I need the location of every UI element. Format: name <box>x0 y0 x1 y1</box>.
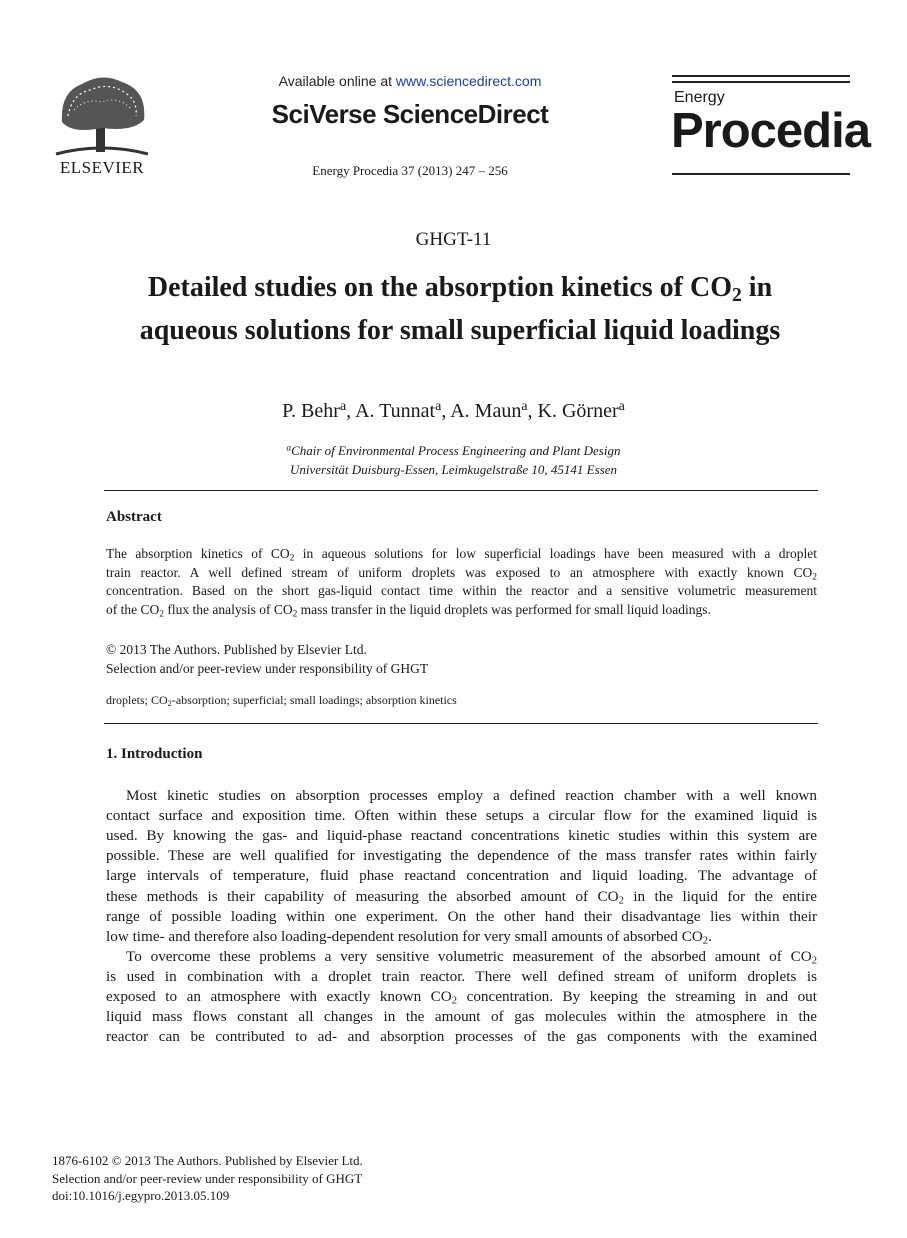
author-name: P. Behr <box>282 400 340 422</box>
introduction-line <box>126 948 817 968</box>
copyright-line-1: © 2013 The Authors. Published by Elsevier Ltd. <box>106 642 367 657</box>
introduction-line <box>106 928 817 948</box>
text-run: concentration. By keeping the streaming in and out <box>457 988 817 1005</box>
introduction-line <box>106 1028 817 1048</box>
introduction-line <box>106 888 817 908</box>
author-name: A. Tunnat <box>355 400 436 422</box>
introduction-line <box>106 1008 817 1028</box>
text-run: The absorption kinetics of CO <box>106 546 290 561</box>
platform-name: SciVerse ScienceDirect <box>271 99 549 129</box>
text-run: possible. These are well qualified for investigating the dependence of the mass transfer rates within fairly <box>106 847 817 865</box>
footer-notice <box>52 1152 363 1205</box>
keywords <box>106 693 457 708</box>
title-subscript: 2 <box>732 284 742 306</box>
paper-title <box>100 270 820 348</box>
keywords-part: -absorption; superficial; small loadings; absorption kinetics <box>171 693 457 707</box>
introduction-line <box>106 867 817 887</box>
copyright-line-2: Selection and/or peer-review under responsibility of GHGT <box>106 661 429 676</box>
text-run: range of possible loading within one experiment. On the other hand their disadvantage lies within their <box>106 907 817 925</box>
subscript: 2 <box>292 608 298 619</box>
text-run: used. By knowing the gas- and liquid-phase reactand concentrations kinetic studies within this system are <box>106 827 817 845</box>
subscript: 2 <box>451 995 458 1007</box>
author-affiliation-mark: a <box>435 399 442 414</box>
text-run: flux the analysis of CO <box>163 601 293 617</box>
author-affiliation-mark: a <box>521 399 528 414</box>
introduction-line <box>106 847 817 867</box>
footer-doi: doi:10.1016/j.egypro.2013.05.109 <box>52 1188 230 1203</box>
author-name: K. Görner <box>537 400 619 422</box>
author-affiliation-mark: a <box>339 399 347 414</box>
introduction-line <box>106 968 817 988</box>
title-part: Detailed studies on the absorption kinetics of CO <box>147 272 732 303</box>
affiliation-line-1: Chair of Environmental Process Engineering and Plant Design <box>291 443 621 458</box>
abstract-line <box>106 546 817 566</box>
text-run: . <box>708 927 712 945</box>
text-run: in aqueous solutions for low superficial loadings have been measured with a droplet <box>294 546 817 561</box>
introduction-line <box>106 827 817 847</box>
affiliation <box>0 441 907 479</box>
author-list: P. Behr$^a$, A. Tunnat$^a$, A. Maun$^a$, K. Görner$^a$ <box>282 399 625 422</box>
energy-procedia-logo <box>671 75 870 178</box>
keywords-part: droplets; CO <box>106 693 168 707</box>
conference-label: GHGT-11 <box>415 229 492 250</box>
text-run: mass transfer in the liquid droplets was performed for small liquid loadings. <box>297 601 711 617</box>
keywords-subscript: 2 <box>167 699 172 709</box>
subscript: 2 <box>618 895 624 907</box>
text-run: large intervals of temperature, fluid phase reactand concentration and liquid loading. The advantage of <box>106 867 817 885</box>
available-online-line <box>230 73 590 89</box>
introduction-heading: 1. Introduction <box>106 746 203 762</box>
affiliation-mark: a <box>286 442 292 453</box>
logo-rule <box>672 81 850 83</box>
text-run: train reactor. A well defined stream of uniform droplets was exposed to an atmosphere with exactly known CO <box>106 564 813 580</box>
journal-big-name: Procedia <box>671 104 870 158</box>
text-run: is used in combination with a droplet train reactor. There well defined stream of uniform droplets is <box>106 967 817 985</box>
text-run: in the liquid for the entire <box>623 887 817 905</box>
subscript: 2 <box>159 608 164 619</box>
text-run: liquid mass flows constant all changes in the amount of gas molecules within the atmosphere in the <box>106 1008 817 1026</box>
copyright-notice <box>106 640 428 678</box>
divider <box>104 490 818 491</box>
subscript: 2 <box>289 553 295 564</box>
logo-rule <box>672 173 850 175</box>
introduction-line <box>106 988 817 1008</box>
text-run: concentration. Based on the short gas-liquid contact time within the reactor and a sensitive volumetric measurement <box>106 583 817 598</box>
abstract-line <box>106 602 817 622</box>
footer-issn: 1876-6102 © 2013 The Authors. Published by Elsevier Ltd. <box>52 1153 363 1168</box>
author-name: A. Maun <box>450 400 522 422</box>
introduction-line <box>126 787 817 807</box>
text-run: reactor can be contributed to ad- and absorption processes of the gas components with the examined <box>106 1028 817 1046</box>
introduction-line <box>106 807 817 827</box>
text-run: contact surface and exposition time. Often within these setups a circular flow for the examined liquid is <box>106 807 817 825</box>
text-run: Most kinetic studies on absorption processes employ a defined reaction chamber with a well known <box>126 787 817 804</box>
sciencedirect-link[interactable]: www.sciencedirect.com <box>395 73 542 89</box>
text-run: exposed to an atmosphere with exactly known CO <box>106 988 452 1005</box>
title-line-2: aqueous solutions for small superficial liquid loadings <box>139 314 781 346</box>
title-part: in <box>741 272 773 303</box>
text-run: these methods is their capability of measuring the absorbed amount of CO <box>106 887 619 905</box>
abstract-line <box>106 565 817 585</box>
logo-rule <box>672 75 850 77</box>
divider <box>104 723 818 724</box>
text-run: of the CO <box>106 601 160 617</box>
author-affiliation-mark: a <box>618 399 625 414</box>
affiliation-line-2: Universität Duisburg-Essen, Leimkugelstraße 10, 45141 Essen <box>289 462 618 477</box>
text-run: low time- and therefore also loading-dependent resolution for very small amounts of absorbed CO <box>106 927 703 945</box>
subscript: 2 <box>702 935 709 947</box>
footer-review: Selection and/or peer-review under responsibility of GHGT <box>52 1170 363 1186</box>
subscript: 2 <box>811 955 817 967</box>
journal-reference: Energy Procedia 37 (2013) 247 – 256 <box>312 163 508 178</box>
text-run: To overcome these problems a very sensitive volumetric measurement of the absorbed amount of CO <box>126 947 812 965</box>
introduction-line <box>106 908 817 928</box>
abstract-line <box>106 583 817 603</box>
publisher-name: ELSEVIER <box>59 158 145 177</box>
available-prefix: Available online at <box>278 73 396 89</box>
journal-small-name: Energy <box>674 89 725 106</box>
abstract-heading: Abstract <box>106 509 162 525</box>
subscript: 2 <box>812 571 817 582</box>
